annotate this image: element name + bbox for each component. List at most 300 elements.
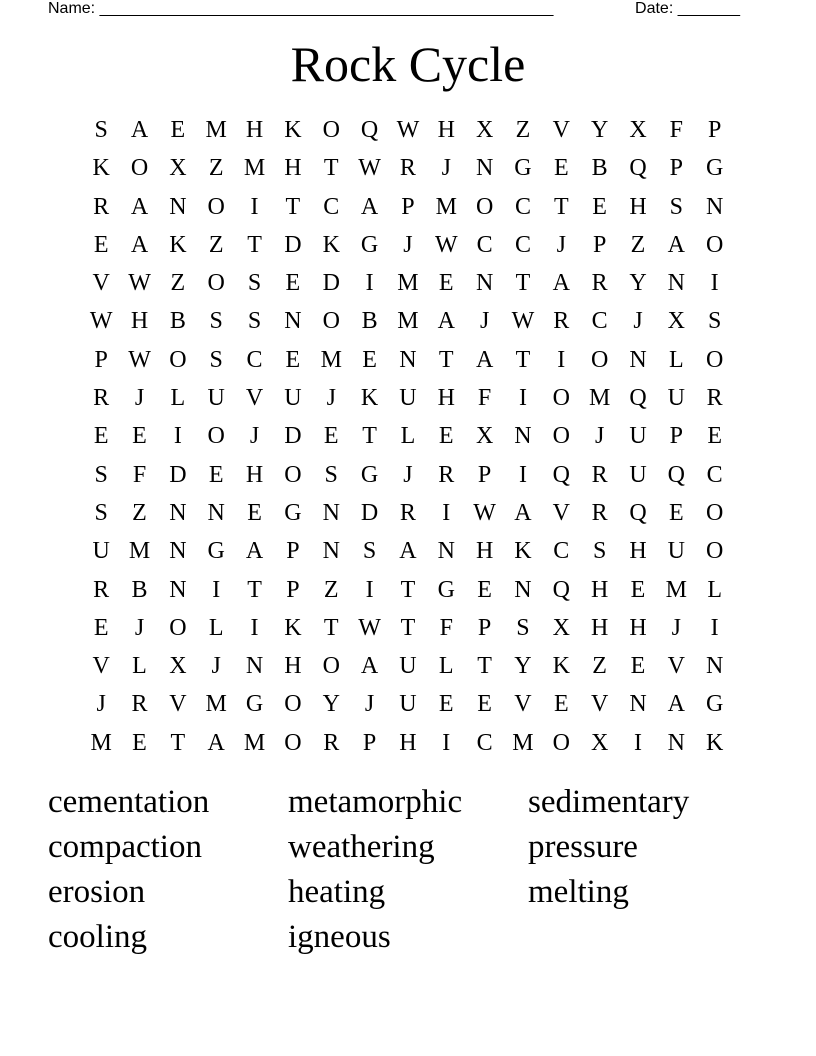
grid-letter[interactable]: N: [169, 576, 187, 603]
grid-letter[interactable]: G: [706, 155, 724, 182]
grid-letter[interactable]: E: [630, 576, 646, 603]
grid-letter[interactable]: W: [358, 614, 381, 641]
grid-letter[interactable]: P: [94, 346, 108, 373]
grid-letter[interactable]: C: [514, 231, 531, 258]
grid-letter[interactable]: H: [475, 538, 494, 565]
grid-letter[interactable]: J: [633, 308, 643, 335]
grid-letter[interactable]: J: [403, 461, 413, 488]
grid-letter[interactable]: A: [475, 346, 494, 373]
grid-letter[interactable]: O: [706, 499, 724, 526]
grid-letter[interactable]: S: [94, 499, 108, 526]
grid-letter[interactable]: E: [132, 729, 147, 756]
grid-letter[interactable]: A: [130, 193, 149, 220]
grid-letter[interactable]: E: [553, 691, 569, 718]
grid-letter[interactable]: D: [360, 499, 379, 526]
grid-letter[interactable]: F: [439, 614, 453, 641]
grid-letter[interactable]: J: [134, 385, 145, 412]
grid-letter[interactable]: G: [245, 691, 264, 718]
grid-letter[interactable]: O: [284, 729, 302, 756]
grid-letter[interactable]: O: [475, 193, 494, 220]
grid-letter[interactable]: Y: [322, 691, 340, 718]
grid-letter[interactable]: I: [365, 270, 374, 297]
grid-letter[interactable]: T: [477, 653, 492, 680]
grid-letter[interactable]: N: [322, 538, 340, 565]
grid-letter[interactable]: E: [285, 346, 301, 373]
grid-letter[interactable]: T: [515, 270, 531, 297]
grid-row: [82, 149, 734, 187]
grid-letter[interactable]: N: [514, 576, 532, 603]
grid-letter[interactable]: G: [360, 231, 379, 258]
grid-letter[interactable]: E: [438, 423, 454, 450]
grid-letter[interactable]: M: [205, 117, 227, 143]
grid-letter[interactable]: L: [132, 653, 147, 680]
grid-letter[interactable]: N: [322, 499, 340, 526]
grid-letter[interactable]: H: [590, 614, 609, 641]
grid-letter[interactable]: T: [400, 614, 416, 641]
grid-letter[interactable]: W: [128, 270, 151, 297]
grid-letter[interactable]: W: [473, 499, 496, 526]
grid-letter[interactable]: A: [514, 499, 532, 526]
grid-letter[interactable]: E: [93, 614, 109, 641]
grid-letter[interactable]: H: [629, 614, 647, 641]
grid-letter[interactable]: G: [437, 576, 455, 603]
grid-letter[interactable]: O: [322, 653, 340, 680]
header-row: [48, 0, 740, 18]
grid-letter[interactable]: U: [629, 461, 647, 488]
grid-letter[interactable]: E: [208, 461, 224, 488]
grid-row: [82, 724, 734, 762]
grid-letter[interactable]: C: [476, 231, 493, 258]
grid-letter[interactable]: J: [479, 308, 490, 335]
grid-letter[interactable]: W: [511, 308, 535, 335]
grid-letter[interactable]: G: [360, 461, 379, 488]
name-field[interactable]: Name: ___________________________________________________: [48, 0, 554, 17]
grid-letter[interactable]: N: [667, 270, 685, 297]
grid-letter[interactable]: O: [207, 423, 225, 450]
grid-letter[interactable]: O: [130, 155, 149, 182]
grid-letter[interactable]: B: [131, 576, 148, 603]
grid-letter[interactable]: R: [591, 270, 608, 297]
grid-letter[interactable]: S: [209, 346, 223, 373]
grid-letter[interactable]: I: [518, 461, 527, 488]
grid-letter[interactable]: J: [249, 423, 260, 450]
grid-letter[interactable]: K: [284, 117, 302, 143]
grid-letter[interactable]: Z: [323, 576, 339, 603]
grid-letter[interactable]: X: [475, 423, 494, 450]
grid-letter[interactable]: O: [284, 691, 302, 718]
grid-letter[interactable]: R: [93, 576, 110, 603]
grid-letter[interactable]: S: [209, 308, 223, 335]
grid-row: [82, 456, 734, 494]
grid-letter[interactable]: M: [397, 308, 419, 335]
grid-letter[interactable]: E: [132, 423, 147, 450]
grid-letter[interactable]: E: [477, 691, 492, 718]
grid-letter[interactable]: U: [667, 385, 685, 412]
grid-letter[interactable]: E: [285, 270, 301, 297]
grid-letter[interactable]: U: [399, 691, 417, 718]
grid-letter[interactable]: A: [552, 270, 570, 297]
grid-letter[interactable]: P: [707, 117, 722, 143]
grid-letter[interactable]: O: [169, 346, 187, 373]
grid-letter[interactable]: V: [590, 691, 609, 718]
grid-letter[interactable]: O: [552, 423, 570, 450]
grid-letter[interactable]: X: [169, 155, 187, 182]
grid-letter[interactable]: R: [553, 308, 570, 335]
grid-letter[interactable]: Q: [629, 385, 647, 412]
grid-letter[interactable]: O: [207, 270, 225, 297]
grid-letter[interactable]: C: [553, 538, 570, 565]
grid-letter[interactable]: T: [247, 231, 262, 258]
grid-letter[interactable]: W: [89, 308, 113, 335]
grid-letter[interactable]: E: [93, 423, 109, 450]
grid-letter[interactable]: K: [514, 538, 532, 565]
grid-letter[interactable]: L: [707, 576, 722, 603]
grid-row: [82, 532, 734, 570]
grid-letter[interactable]: H: [629, 193, 647, 220]
grid-letter[interactable]: S: [592, 538, 607, 565]
grid-letter[interactable]: T: [438, 346, 454, 373]
grid-letter[interactable]: D: [322, 270, 340, 297]
grid-letter[interactable]: H: [245, 117, 264, 143]
grid-letter[interactable]: L: [668, 346, 684, 373]
grid-letter[interactable]: Y: [590, 117, 609, 143]
grid-letter[interactable]: R: [399, 499, 416, 526]
grid-letter[interactable]: W: [358, 155, 381, 182]
grid-letter[interactable]: X: [552, 614, 570, 641]
grid-letter[interactable]: L: [208, 614, 224, 641]
grid-letter[interactable]: N: [629, 691, 647, 718]
grid-letter[interactable]: A: [207, 729, 225, 756]
grid-letter[interactable]: H: [629, 538, 647, 565]
grid-letter[interactable]: F: [669, 117, 683, 143]
grid-letter[interactable]: B: [591, 155, 608, 182]
grid-letter[interactable]: E: [668, 499, 684, 526]
grid-letter[interactable]: A: [437, 308, 455, 335]
grid-letter[interactable]: Z: [208, 155, 224, 182]
grid-letter[interactable]: M: [243, 155, 266, 182]
grid-letter[interactable]: C: [246, 346, 263, 373]
grid-letter[interactable]: X: [475, 117, 494, 143]
grid-letter[interactable]: E: [553, 155, 569, 182]
grid-letter[interactable]: N: [475, 155, 494, 182]
grid-row: [82, 188, 734, 226]
grid-letter[interactable]: R: [706, 385, 723, 412]
grid-letter[interactable]: T: [362, 423, 377, 450]
grid-letter[interactable]: G: [207, 538, 225, 565]
grid-letter[interactable]: M: [397, 270, 419, 297]
grid-letter[interactable]: T: [247, 576, 262, 603]
grid-letter[interactable]: O: [322, 308, 340, 335]
grid-letter[interactable]: L: [438, 653, 454, 680]
grid-letter[interactable]: U: [284, 385, 302, 412]
grid-letter[interactable]: P: [592, 231, 607, 258]
grid-letter[interactable]: N: [399, 346, 417, 373]
grid-letter[interactable]: M: [205, 691, 227, 718]
grid-letter[interactable]: I: [442, 499, 451, 526]
grid-letter[interactable]: H: [130, 308, 149, 335]
grid-letter[interactable]: O: [706, 231, 724, 258]
grid-letter[interactable]: D: [169, 461, 187, 488]
grid-letter[interactable]: R: [131, 691, 148, 718]
grid-letter[interactable]: J: [364, 691, 375, 718]
grid-letter[interactable]: A: [360, 653, 379, 680]
grid-letter[interactable]: I: [212, 576, 221, 603]
grid-letter[interactable]: N: [706, 193, 724, 220]
grid-letter[interactable]: H: [437, 385, 455, 412]
grid-letter[interactable]: I: [442, 729, 451, 756]
grid-letter[interactable]: N: [169, 499, 187, 526]
grid-letter[interactable]: Y: [629, 270, 647, 297]
grid-letter[interactable]: W: [128, 346, 151, 373]
grid-letter[interactable]: H: [437, 117, 455, 143]
grid-letter[interactable]: Q: [667, 461, 685, 488]
grid-letter[interactable]: P: [477, 461, 492, 488]
grid-letter[interactable]: R: [438, 461, 455, 488]
grid-letter[interactable]: J: [403, 231, 413, 258]
grid-letter[interactable]: L: [170, 385, 186, 412]
grid-letter[interactable]: T: [553, 193, 569, 220]
grid-letter[interactable]: I: [365, 576, 374, 603]
grid-letter[interactable]: H: [284, 155, 302, 182]
grid-letter[interactable]: T: [285, 193, 301, 220]
grid-letter[interactable]: Z: [515, 117, 531, 143]
grid-letter[interactable]: S: [362, 538, 377, 565]
grid-letter[interactable]: U: [399, 653, 417, 680]
grid-letter[interactable]: M: [435, 193, 457, 220]
grid-letter[interactable]: Z: [208, 231, 224, 258]
grid-letter[interactable]: E: [438, 691, 454, 718]
grid-letter[interactable]: K: [322, 231, 340, 258]
grid-letter[interactable]: C: [591, 308, 608, 335]
grid-letter[interactable]: P: [477, 614, 492, 641]
grid-letter[interactable]: S: [94, 461, 108, 488]
grid-letter[interactable]: I: [710, 614, 719, 641]
grid-letter[interactable]: Z: [132, 499, 147, 526]
grid-letter[interactable]: I: [557, 346, 566, 373]
grid-letter[interactable]: I: [518, 385, 527, 412]
grid-letter[interactable]: P: [401, 193, 415, 220]
grid-letter[interactable]: T: [170, 729, 186, 756]
grid-letter[interactable]: K: [284, 614, 302, 641]
grid-letter[interactable]: A: [130, 117, 149, 143]
grid-letter[interactable]: I: [250, 193, 259, 220]
grid-letter[interactable]: N: [667, 729, 685, 756]
grid-letter[interactable]: O: [552, 385, 570, 412]
grid-letter[interactable]: O: [207, 193, 225, 220]
date-field[interactable]: Date: _______: [635, 0, 740, 17]
grid-letter[interactable]: V: [169, 691, 187, 718]
grid-letter[interactable]: I: [710, 270, 719, 297]
grid-letter[interactable]: P: [286, 538, 300, 565]
word-column: [288, 780, 528, 960]
grid-letter[interactable]: H: [590, 576, 609, 603]
grid-letter[interactable]: I: [250, 614, 259, 641]
grid-letter[interactable]: O: [284, 461, 302, 488]
grid-letter[interactable]: N: [169, 193, 187, 220]
grid-letter[interactable]: K: [92, 155, 110, 182]
grid-letter[interactable]: E: [707, 423, 722, 450]
grid-letter[interactable]: C: [706, 461, 723, 488]
grid-letter[interactable]: N: [437, 538, 455, 565]
grid-letter[interactable]: X: [169, 653, 187, 680]
grid-letter[interactable]: G: [514, 155, 532, 182]
grid-letter[interactable]: P: [669, 423, 683, 450]
grid-letter[interactable]: I: [173, 423, 182, 450]
grid-letter[interactable]: O: [706, 346, 724, 373]
grid-letter[interactable]: W: [396, 117, 420, 143]
grid-letter[interactable]: N: [514, 423, 532, 450]
grid-letter[interactable]: E: [630, 653, 646, 680]
grid-letter[interactable]: U: [667, 538, 685, 565]
grid-letter[interactable]: M: [588, 385, 611, 412]
grid-letter[interactable]: X: [667, 308, 685, 335]
grid-letter[interactable]: C: [514, 193, 531, 220]
grid-letter[interactable]: X: [590, 729, 609, 756]
grid-letter[interactable]: T: [323, 614, 339, 641]
grid-letter[interactable]: N: [207, 499, 225, 526]
grid-letter[interactable]: J: [671, 614, 681, 641]
grid-letter[interactable]: J: [594, 423, 605, 450]
grid-letter[interactable]: J: [211, 653, 221, 680]
grid-letter[interactable]: T: [323, 155, 339, 182]
grid-letter[interactable]: R: [93, 385, 110, 412]
grid-letter[interactable]: N: [706, 653, 724, 680]
grid-letter[interactable]: P: [286, 576, 300, 603]
grid-letter[interactable]: S: [324, 461, 338, 488]
grid-letter[interactable]: R: [399, 155, 416, 182]
grid-letter[interactable]: K: [706, 729, 724, 756]
grid-letter[interactable]: J: [134, 614, 145, 641]
grid-letter[interactable]: A: [130, 231, 149, 258]
grid-letter[interactable]: V: [552, 117, 570, 143]
grid-letter[interactable]: R: [323, 729, 340, 756]
grid-letter[interactable]: D: [284, 423, 302, 450]
grid-letter[interactable]: N: [475, 270, 494, 297]
grid-letter[interactable]: R: [591, 499, 608, 526]
grid-letter[interactable]: J: [96, 691, 106, 718]
grid-letter[interactable]: M: [512, 729, 534, 756]
grid-letter[interactable]: G: [706, 691, 724, 718]
grid-letter[interactable]: S: [707, 308, 722, 335]
grid-letter[interactable]: Z: [630, 231, 646, 258]
grid-letter[interactable]: E: [170, 117, 186, 143]
grid-letter[interactable]: K: [552, 653, 570, 680]
grid-letter[interactable]: E: [362, 346, 377, 373]
grid-letter[interactable]: O: [706, 538, 724, 565]
grid-letter[interactable]: W: [434, 231, 458, 258]
grid-letter[interactable]: N: [629, 346, 647, 373]
grid-letter[interactable]: Q: [552, 576, 570, 603]
grid-letter[interactable]: N: [169, 538, 187, 565]
grid-letter[interactable]: V: [514, 691, 532, 718]
grid-letter[interactable]: A: [245, 538, 264, 565]
grid-letter[interactable]: F: [477, 385, 492, 412]
grid-letter[interactable]: V: [92, 270, 110, 297]
grid-letter[interactable]: S: [516, 614, 530, 641]
grid-letter[interactable]: B: [361, 308, 378, 335]
grid-letter[interactable]: B: [169, 308, 186, 335]
grid-letter[interactable]: N: [284, 308, 302, 335]
grid-letter[interactable]: C: [323, 193, 340, 220]
grid-letter[interactable]: T: [515, 346, 531, 373]
grid-row: [82, 341, 734, 379]
grid-letter[interactable]: P: [362, 729, 377, 756]
grid-letter[interactable]: P: [669, 155, 683, 182]
word-item: cooling: [48, 919, 147, 955]
grid-letter[interactable]: N: [245, 653, 264, 680]
grid-letter[interactable]: E: [93, 231, 109, 258]
grid-letter[interactable]: X: [629, 117, 647, 143]
grid-letter[interactable]: U: [629, 423, 647, 450]
grid-letter[interactable]: J: [326, 385, 336, 412]
grid-letter[interactable]: C: [476, 729, 493, 756]
grid-letter[interactable]: T: [400, 576, 416, 603]
grid-letter[interactable]: O: [169, 614, 187, 641]
grid-letter[interactable]: H: [245, 461, 264, 488]
grid-letter[interactable]: Q: [629, 155, 647, 182]
grid-letter[interactable]: Q: [552, 461, 570, 488]
grid-letter[interactable]: H: [399, 729, 417, 756]
grid-letter[interactable]: Z: [170, 270, 186, 297]
grid-letter[interactable]: Q: [629, 499, 647, 526]
grid-letter[interactable]: Q: [360, 117, 379, 143]
grid-letter[interactable]: V: [552, 499, 570, 526]
grid-letter[interactable]: O: [590, 346, 609, 373]
grid-letter[interactable]: K: [169, 231, 187, 258]
grid-letter[interactable]: L: [400, 423, 416, 450]
grid-letter[interactable]: H: [284, 653, 302, 680]
grid-letter[interactable]: K: [360, 385, 379, 412]
grid-letter[interactable]: A: [667, 231, 685, 258]
grid-letter[interactable]: J: [556, 231, 566, 258]
grid-letter[interactable]: I: [633, 729, 642, 756]
grid-letter[interactable]: M: [128, 538, 151, 565]
grid-letter[interactable]: A: [399, 538, 417, 565]
grid-letter[interactable]: V: [245, 385, 264, 412]
grid-letter[interactable]: S: [247, 270, 262, 297]
grid-letter[interactable]: A: [667, 691, 685, 718]
grid-letter[interactable]: E: [438, 270, 454, 297]
grid-letter[interactable]: F: [132, 461, 147, 488]
grid-letter[interactable]: O: [552, 729, 570, 756]
grid-letter[interactable]: M: [320, 346, 342, 373]
grid-letter[interactable]: Y: [514, 653, 532, 680]
grid-letter[interactable]: S: [669, 193, 683, 220]
grid-letter[interactable]: U: [92, 538, 110, 565]
grid-letter[interactable]: A: [360, 193, 379, 220]
grid-letter[interactable]: M: [243, 729, 266, 756]
grid-letter[interactable]: G: [284, 499, 302, 526]
grid-letter[interactable]: Z: [592, 653, 607, 680]
grid-letter[interactable]: E: [247, 499, 262, 526]
grid-letter[interactable]: R: [93, 193, 110, 220]
grid-letter[interactable]: E: [592, 193, 607, 220]
grid-letter[interactable]: S: [247, 308, 262, 335]
grid-letter[interactable]: E: [323, 423, 339, 450]
grid-letter[interactable]: E: [477, 576, 492, 603]
grid-letter[interactable]: U: [207, 385, 225, 412]
grid-letter[interactable]: S: [94, 117, 108, 143]
grid-letter[interactable]: J: [441, 155, 451, 182]
grid-letter[interactable]: U: [399, 385, 417, 412]
grid-letter[interactable]: O: [322, 117, 340, 143]
grid-letter[interactable]: V: [667, 653, 685, 680]
grid-letter[interactable]: M: [665, 576, 687, 603]
grid-letter[interactable]: V: [92, 653, 110, 680]
grid-letter[interactable]: R: [591, 461, 608, 488]
grid-letter[interactable]: M: [90, 729, 112, 756]
grid-letter[interactable]: D: [284, 231, 302, 258]
